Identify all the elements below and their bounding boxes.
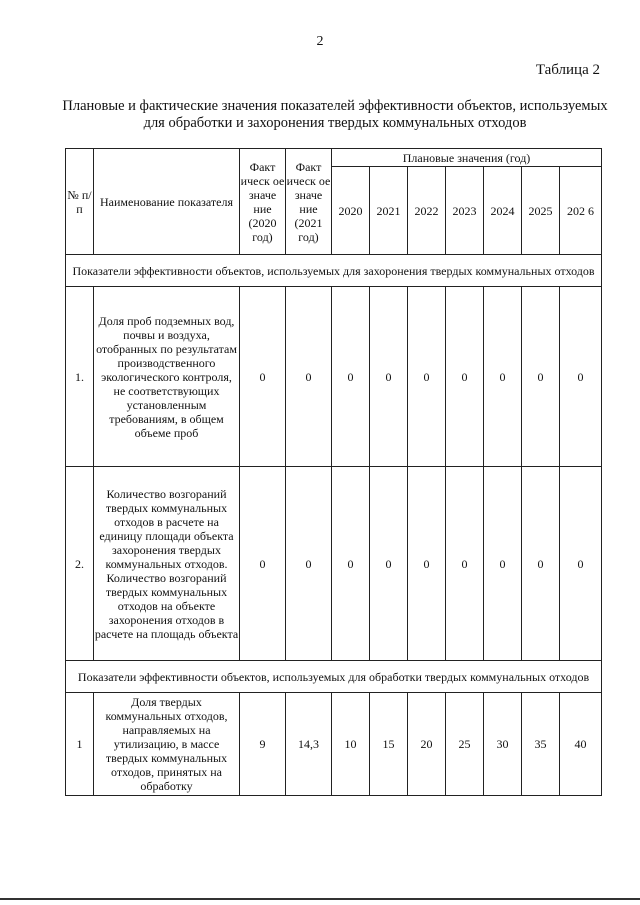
section-title: Показатели эффективности объектов, используемых для захоронения твердых коммунальных отходов (66, 255, 602, 287)
header-fact-2021: Факт ическ ое значе ние (2021 год) (286, 149, 332, 255)
page-number: 2 (316, 34, 324, 49)
row-plan-value: 0 (370, 287, 408, 467)
header-year: 2024 (484, 167, 522, 255)
row-plan-value: 30 (484, 693, 522, 796)
row-plan-value: 0 (408, 467, 446, 661)
row-name: Доля твердых коммунальных отходов, направляемых на утилизацию, в массе твердых коммунальных отходов, принятых на обработку (94, 693, 240, 796)
row-fact-2021: 0 (286, 467, 332, 661)
header-name: Наименование показателя (94, 149, 240, 255)
page-bottom-divider (0, 898, 640, 900)
row-name: Количество возгораний твердых коммунальных отходов в расчете на единицу площади объекта захоронения твердых коммунальных отходов. Количество возгораний твердых коммунальных отходов на объекте захоронения отходов в расчете на площадь объекта (94, 467, 240, 661)
row-plan-value: 0 (484, 467, 522, 661)
row-plan-value: 0 (446, 287, 484, 467)
section-row (66, 661, 602, 693)
header-year: 2023 (446, 167, 484, 255)
row-num: 1. (66, 287, 94, 467)
row-plan-value: 0 (522, 467, 560, 661)
table-row (66, 287, 602, 467)
row-plan-value: 0 (332, 467, 370, 661)
table-label: Таблица 2 (535, 62, 600, 78)
row-plan-value: 15 (370, 693, 408, 796)
header-fact-2020: Факт ическ ое значе ние (2020 год) (240, 149, 286, 255)
header-year: 2022 (408, 167, 446, 255)
header-year: 2021 (370, 167, 408, 255)
row-plan-value: 0 (560, 287, 602, 467)
row-plan-value: 35 (522, 693, 560, 796)
table-row (66, 693, 602, 796)
header-planned: Плановые значения (год) (332, 149, 602, 167)
section-row (66, 255, 602, 287)
header-row-1 (66, 149, 602, 167)
row-name: Доля проб подземных вод, почвы и воздуха, отобранных по результатам производственного экологического контроля, не соответствующих установленным требованиям, в общем объеме проб (94, 287, 240, 467)
row-plan-value: 20 (408, 693, 446, 796)
document-title: Плановые и фактические значения показателей эффективности объектов, используемых для обработки и захоронения твердых коммунальных отходов (62, 98, 608, 131)
row-plan-value: 25 (446, 693, 484, 796)
row-fact-2021: 0 (286, 287, 332, 467)
row-fact-2020: 0 (240, 467, 286, 661)
row-plan-value: 0 (522, 287, 560, 467)
row-plan-value: 0 (370, 467, 408, 661)
row-plan-value: 10 (332, 693, 370, 796)
row-plan-value: 0 (446, 467, 484, 661)
row-num: 1 (66, 693, 94, 796)
header-year: 202 6 (560, 167, 602, 255)
section-title: Показатели эффективности объектов, используемых для обработки твердых коммунальных отходов (66, 661, 602, 693)
row-plan-value: 0 (484, 287, 522, 467)
row-fact-2020: 0 (240, 287, 286, 467)
row-fact-2020: 9 (240, 693, 286, 796)
row-num: 2. (66, 467, 94, 661)
row-plan-value: 0 (332, 287, 370, 467)
table-row (66, 467, 602, 661)
header-year: 2020 (332, 167, 370, 255)
row-plan-value: 0 (560, 467, 602, 661)
row-plan-value: 0 (408, 287, 446, 467)
indicators-table (65, 148, 602, 796)
header-year: 2025 (522, 167, 560, 255)
row-plan-value: 40 (560, 693, 602, 796)
header-num: № п/ п (66, 149, 94, 255)
row-fact-2021: 14,3 (286, 693, 332, 796)
